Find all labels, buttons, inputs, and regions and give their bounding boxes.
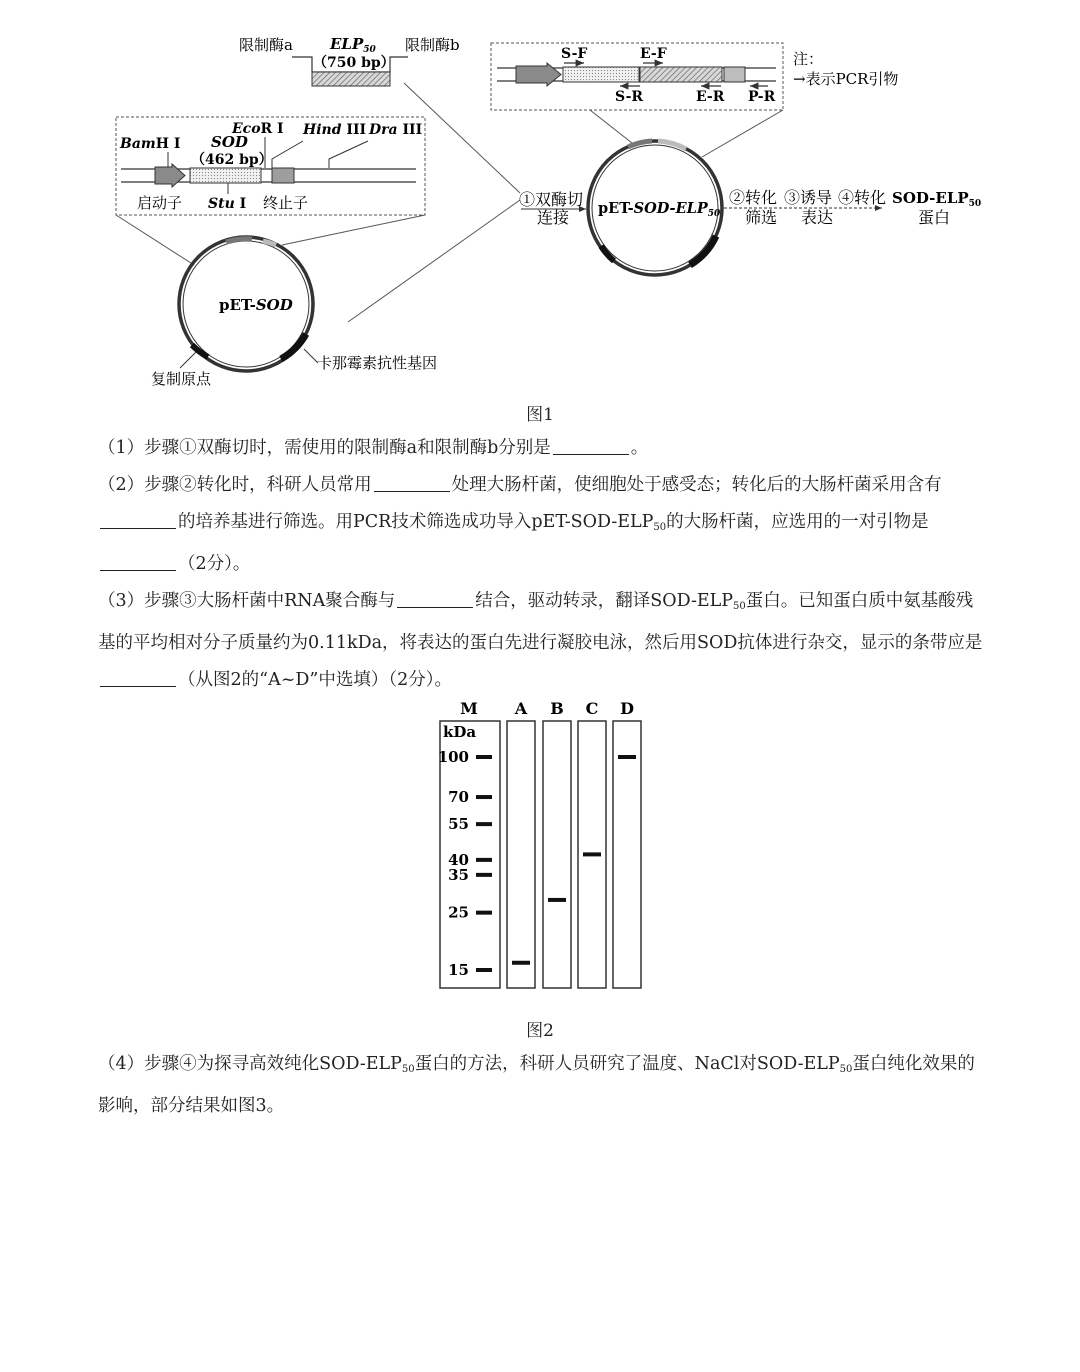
questions-1-3	[98, 430, 988, 699]
product-label-line2: 蛋白	[918, 208, 951, 227]
marker-band-70	[476, 795, 492, 799]
primer-sf-label: S-F	[561, 46, 588, 62]
sample-band-C	[583, 852, 601, 856]
step3-line2: 表达	[801, 208, 834, 227]
primer-sr-label: S-R	[615, 89, 644, 105]
marker-label-25: 25	[448, 903, 469, 922]
stu1-site-label: Stu I	[208, 196, 247, 212]
terminator-label: 终止子	[263, 194, 309, 212]
sample-band-A	[512, 961, 530, 965]
answer-blank[interactable]	[100, 668, 176, 687]
elp-label: $ELP_{50}$	[330, 35, 376, 55]
step2-line1: ②转化	[729, 188, 778, 207]
marker-band-35	[476, 873, 492, 877]
kan-resistance-label: 卡那霉素抗性基因	[317, 354, 438, 372]
marker-label-35: 35	[448, 865, 469, 884]
marker-label-70: 70	[448, 788, 469, 807]
elp-size: （750 bp）	[313, 55, 395, 71]
dra3-site-label: Dra III	[369, 122, 423, 138]
step1-line2: 连接	[537, 208, 570, 227]
marker-label-15: 15	[448, 961, 469, 979]
question-2: （2）步骤②转化时，科研人员常用 处理大肠杆菌，使细胞处于感受态；转化后的大肠杆菌采用含有的培养基进行筛选。用PCR技术筛选成功导入pET-$SOD-ELP_{50}$的大肠杆菌，应选用的一对引物是（2分）。	[98, 475, 942, 574]
pcr-primer-detail-box	[491, 43, 783, 110]
marker-band-15	[476, 968, 492, 972]
product-label: SOD-$ELP_{50}$	[892, 189, 982, 209]
plasmid-pet-sod-elp50-name: pET-$SOD-ELP_{50}$	[598, 200, 721, 219]
promoter-arrow-icon	[516, 63, 561, 86]
lane-label-C: C	[585, 699, 599, 718]
promoter-label: 启动子	[137, 194, 183, 212]
figure-2-caption: 图2	[526, 1021, 554, 1041]
gel-lane-C	[578, 721, 606, 988]
question-4-block	[98, 1046, 988, 1125]
question-4: （4）步骤④为探寻高效纯化SOD-$ELP_{50}$蛋白的方法，科研人员研究了温度、NaCl对SOD-$ELP_{50}$蛋白纯化效果的影响，部分结果如图3。	[98, 1054, 975, 1116]
sample-band-B	[548, 898, 566, 902]
elp-fragment	[239, 35, 460, 86]
lane-label-M: M	[460, 699, 478, 718]
marker-label-55: 55	[448, 815, 469, 834]
step2-line2: 筛选	[745, 208, 778, 227]
marker-band-25	[476, 911, 492, 915]
origin-label: 复制原点	[151, 370, 212, 388]
primer-pr-label: P-R	[748, 89, 776, 105]
plasmid-pet-sod-elp50	[588, 141, 722, 275]
enzyme-b-label: 限制酶b	[405, 36, 460, 54]
step1-line1: ①双酶切	[519, 190, 584, 209]
marker-band-55	[476, 822, 492, 826]
sod-gene-label: SOD	[211, 133, 248, 151]
answer-blank[interactable]	[374, 473, 450, 492]
marker-band-100	[476, 755, 492, 759]
step3-line1: ③诱导	[784, 188, 833, 207]
sample-band-D	[618, 755, 636, 759]
marker-label-100: 100	[437, 748, 469, 766]
lane-label-D: D	[620, 699, 634, 718]
gel-lane-M	[437, 721, 500, 988]
plasmid-pet-sod-name: pET-SOD	[219, 296, 293, 314]
answer-blank[interactable]	[100, 510, 176, 529]
ecor1-site-label: EcoR I	[232, 121, 284, 137]
answer-blank[interactable]	[397, 589, 473, 608]
lane-label-B: B	[550, 699, 564, 718]
marker-band-40	[476, 858, 492, 862]
question-3: （3）步骤③大肠杆菌中RNA聚合酶与 结合，驱动转录，翻译SOD-$ELP_{50}$蛋白。已知蛋白质中氨基酸残基的平均相对分子质量约为0.11kDa，将表达的蛋白先进行凝胶电泳，然后用SOD抗体进行杂交，显示的条带应是（从图2的“A~D”中选填）（2分）。	[98, 591, 983, 690]
figure-1-caption: 图1	[526, 405, 554, 425]
primer-er-label: E-R	[696, 89, 725, 105]
kda-unit-label: kDa	[443, 723, 477, 741]
gel-lane-D	[613, 721, 641, 988]
sod-insert-detail-box	[116, 117, 425, 215]
lane-label-A: A	[514, 699, 528, 718]
answer-blank[interactable]	[100, 552, 176, 571]
enzyme-a-label: 限制酶a	[239, 36, 293, 54]
elp-gene-block	[312, 72, 390, 86]
note-title: 注：	[793, 50, 824, 68]
gel-lane-B	[543, 721, 571, 988]
primer-ef-label: E-F	[640, 46, 667, 62]
sod-size-label: （462 bp）	[191, 152, 273, 168]
figure-1-diagram	[0, 0, 1080, 400]
promoter-arrow-icon	[155, 164, 185, 187]
plasmid-pet-sod	[151, 237, 437, 388]
bamh1-site-label: BamH I	[120, 136, 181, 152]
step4-label: ④转化	[838, 188, 887, 207]
note-text: →表示PCR引物	[793, 70, 899, 88]
hind3-site-label: Hind III	[303, 122, 367, 138]
question-1: （1）步骤①双酶切时，需使用的限制酶a和限制酶b分别是 。	[98, 438, 649, 458]
answer-blank[interactable]	[553, 436, 629, 455]
gel-lane-A	[507, 721, 535, 988]
marker-label-40: 40	[448, 850, 469, 869]
